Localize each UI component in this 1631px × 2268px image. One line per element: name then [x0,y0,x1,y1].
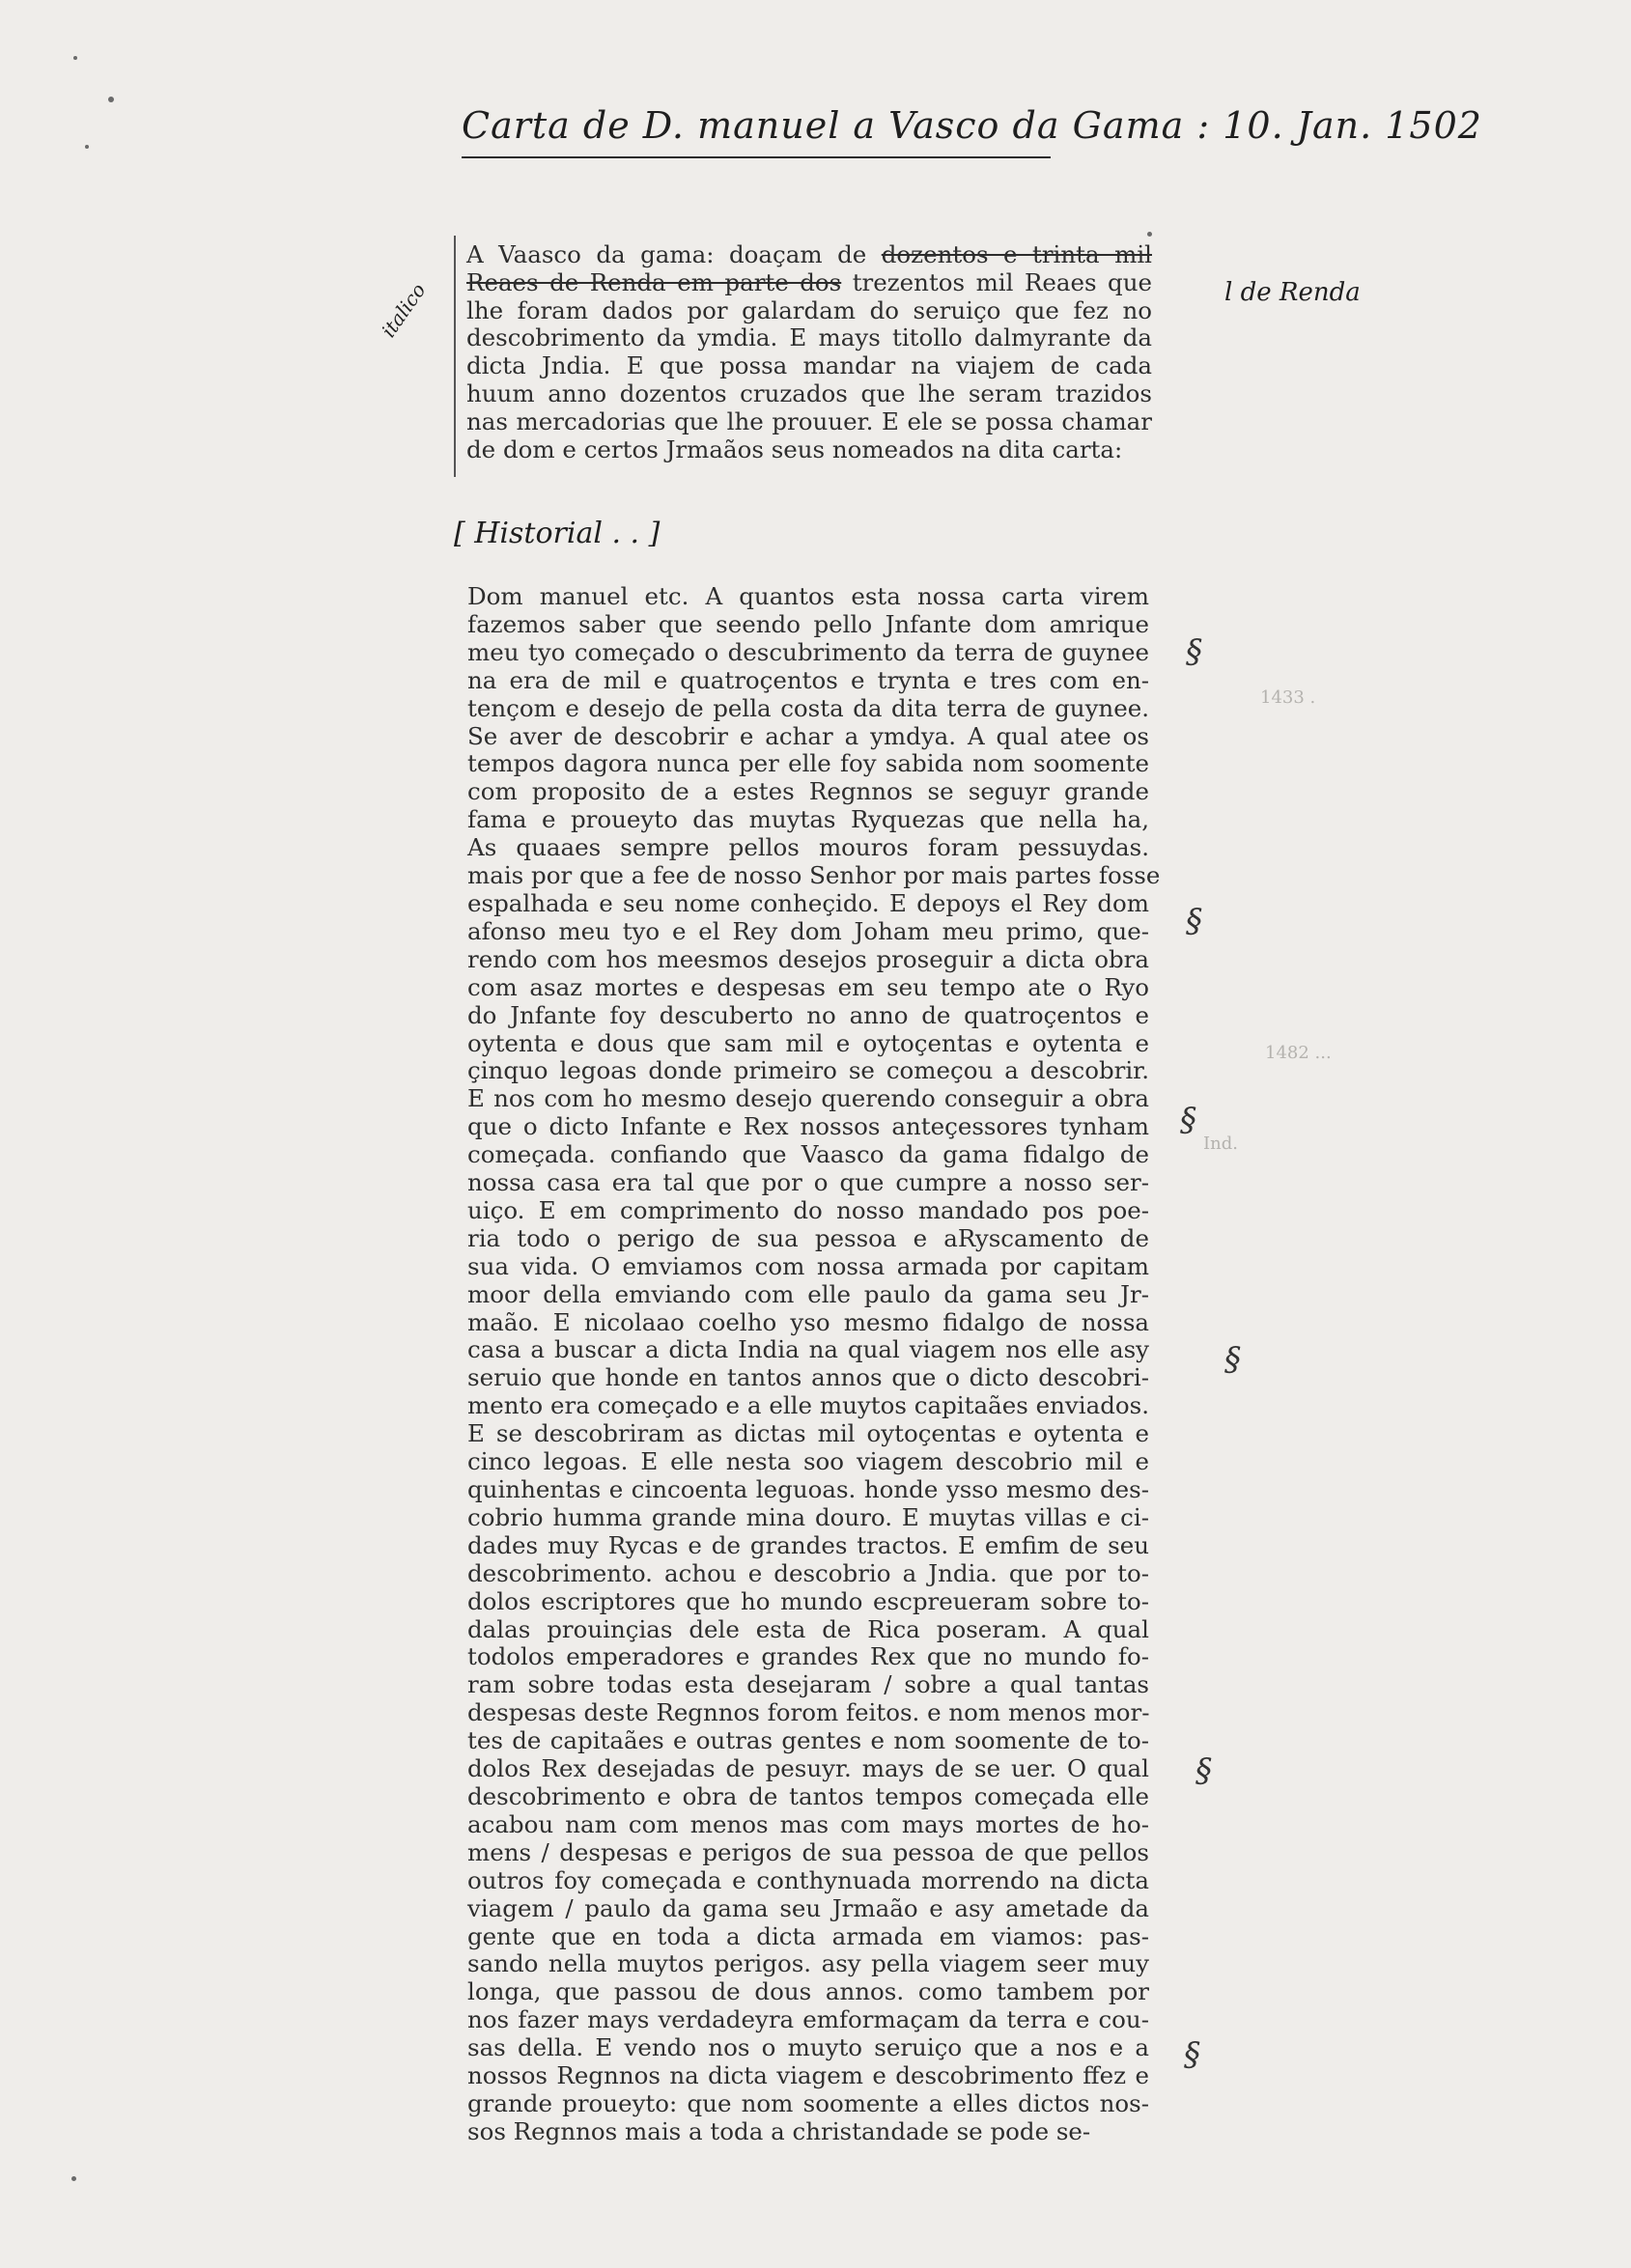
body-line: Dom manuel etc. A quantos esta nossa carta virem [467,582,1149,610]
body-line: fama e proueyto das muytas Ryquezas que nella ha, [467,805,1149,834]
body-line: descobrimento. achou e descobrio a Jndia. que por to- [467,1558,1149,1587]
body-line: dolos escriptores que ho mundo escpreueram sobre to- [467,1586,1149,1615]
header-line: de dom e certos Jrmaãos seus nomeados na dita carta: [466,434,1123,463]
body-line: ram sobre todas esta desejaram / sobre a qual tantas [467,1670,1149,1699]
body-line: uiço. E em comprimento do nosso mandado pos poe- [467,1195,1149,1224]
body-line: meu tyo começado o descubrimento da terra de guynee [467,637,1149,666]
body-line: longa, que passou de dous annos. como tambem por [467,1977,1149,2006]
body-line: E nos com ho mesmo desejo querendo conseguir a obra [467,1084,1149,1113]
body-line: que o dicto Infante e Rex nossos anteçessores tynham [467,1112,1149,1141]
body-paragraph [467,582,1161,2146]
body-line: tençom e desejo de pella costa da dita terra de guynee. [467,693,1149,722]
body-line: maão. E nicolaao coelho yso mesmo fidalgo de nossa [467,1307,1149,1336]
faint-margin-note: Ind. [1203,1134,1238,1154]
body-line: sua vida. O emviamos com nossa armada por capitam [467,1251,1149,1280]
section-mark: § [1180,1101,1196,1139]
body-line: nossa casa era tal que por o que cumpre a nosso ser- [467,1168,1149,1197]
body-line: afonso meu tyo e el Rey dom Joham meu primo, que- [467,916,1149,945]
body-line: todolos emperadores e grandes Rex que no mundo fo- [467,1642,1149,1671]
section-mark: § [1195,1751,1212,1790]
body-line: oytenta e dous que sam mil e oytoçentas e oytenta e [467,1028,1149,1057]
body-line: mens / despesas e perigos de sua pessoa de que pellos [467,1837,1149,1866]
body-line: fazemos saber que seendo pello Jnfante dom amrique [467,609,1149,638]
body-line: dades muy Rycas e de grandes tractos. E emfim de seu [467,1530,1149,1559]
body-line: espalhada e seu nome conheçido. E depoys el Rey dom [467,888,1149,917]
faint-margin-note: 1482 ... [1265,1043,1332,1063]
header-paragraph [466,241,1152,463]
body-line: dalas prouinçias dele esta de Rica poseram. A qual [467,1614,1149,1643]
margin-note-italics: italico [377,278,431,342]
body-line: As quaaes sempre pellos mouros foram pessuydas. [467,833,1149,862]
body-line: Se aver de descobrir e achar a ymdya. A qual atee os [467,721,1149,750]
paper-speck [71,2176,76,2181]
body-line: ria todo o perigo de sua pessoa e aRyscamento de [467,1223,1149,1252]
section-mark: § [1186,632,1202,671]
body-line: viagem / paulo da gama seu Jrmaão e asy ametade da [467,1893,1149,1922]
header-line: A Vaasco da gama: doaçam de dozentos e trinta mil [466,240,1152,268]
body-line: seruio que honde en tantos annos que o dicto descobri- [467,1363,1149,1392]
body-line: E se descobriram as dictas mil oytoçentas e oytenta e [467,1419,1149,1448]
body-line: na era de mil e quatroçentos e trynta e tres com en- [467,665,1149,694]
body-line: cinco legoas. E elle nesta soo viagem descobrio mil e [467,1447,1149,1476]
body-line: nos fazer mays verdadeyra emformaçam da terra e cou- [467,2005,1149,2034]
body-line: tes de capitaães e outras gentes e nom soomente de to- [467,1726,1149,1755]
title-underline [462,156,1051,158]
body-line: acabou nam com menos mas com mays mortes de ho- [467,1809,1149,1838]
header-line: nas mercadorias que lhe prouuer. E ele se possa chamar [466,406,1152,435]
header-line: dicta Jndia. E que possa mandar na viajem de cada [466,351,1152,380]
section-label-historial: [ Historial . . ] [454,517,661,550]
body-line: do Jnfante foy descuberto no anno de quatroçentos e [467,1000,1149,1029]
header-line: descobrimento da ymdia. E mays titollo dalmyrante da [466,323,1152,352]
body-line: começada. confiando que Vaasco da gama fidalgo de [467,1140,1149,1169]
paper-speck [1147,232,1152,237]
body-line: rendo com hos meesmos desejos proseguir a dicta obra [467,944,1149,973]
body-line: cobrio humma grande mina douro. E muytas villas e ci- [467,1502,1149,1531]
paper-speck [73,56,77,60]
body-line: sando nella muytos perigos. asy pella viagem seer muy [467,1949,1149,1978]
body-line: com asaz mortes e despesas em seu tempo ate o Ryo [467,972,1149,1001]
body-line: mais por que a fee de nosso Senhor por mais partes fosse [467,861,1161,890]
body-line: sas della. E vendo nos o muyto seruiço que a nos e a [467,2033,1149,2062]
header-line: lhe foram dados por galardam do seruiço que fez no [466,295,1152,324]
body-line: grande proueyto: que nom soomente a elles dictos nos- [467,2088,1149,2117]
margin-note-renda: l de Renda [1224,278,1361,307]
section-mark: § [1224,1340,1241,1379]
body-line: despesas deste Regnnos forom feitos. e nom menos mor- [467,1698,1150,1727]
header-line: Reaes de Renda em parte dos trezentos mil Reaes que [466,267,1152,296]
body-line: casa a buscar a dicta India na qual viagem nos elle asy [467,1335,1149,1364]
body-line: mento era começado e a elle muytos capitaães enviados. [467,1391,1149,1420]
body-line: dolos Rex desejadas de pesuyr. mays de se uer. O qual [467,1754,1149,1783]
body-line: outros foy começada e conthynuada morrendo na dicta [467,1865,1149,1894]
body-line: gente que en toda a dicta armada em viamos: pas- [467,1921,1149,1950]
body-line: quinhentas e cincoenta leguoas. honde ysso mesmo des- [467,1475,1149,1503]
handwritten-title: Carta de D. manuel a Vasco da Gama : 10. Jan. 1502 [462,104,1482,147]
body-line: nossos Regnnos na dicta viagem e descobrimento ffez e [467,2061,1149,2090]
body-line: com proposito de a estes Regnnos se seguyr grande [467,777,1149,806]
body-line: tempos dagora nunca per elle foy sabida nom soomente [467,749,1149,778]
faint-margin-note: 1433 . [1260,687,1316,708]
body-line: sos Regnnos mais a toda a christandade se pode se- [467,2116,1091,2145]
section-mark: § [1186,902,1202,940]
body-line: moor della emviando com elle paulo da gama seu Jr- [467,1279,1149,1308]
paper-speck [85,145,89,149]
body-line: çinquo legoas donde primeiro se começou a descobrir. [467,1056,1149,1085]
header-line: huum anno dozentos cruzados que lhe seram trazidos [466,378,1152,407]
section-mark: § [1184,2035,1200,2074]
paper-speck [108,97,114,102]
body-line: descobrimento e obra de tantos tempos começada elle [467,1781,1149,1810]
